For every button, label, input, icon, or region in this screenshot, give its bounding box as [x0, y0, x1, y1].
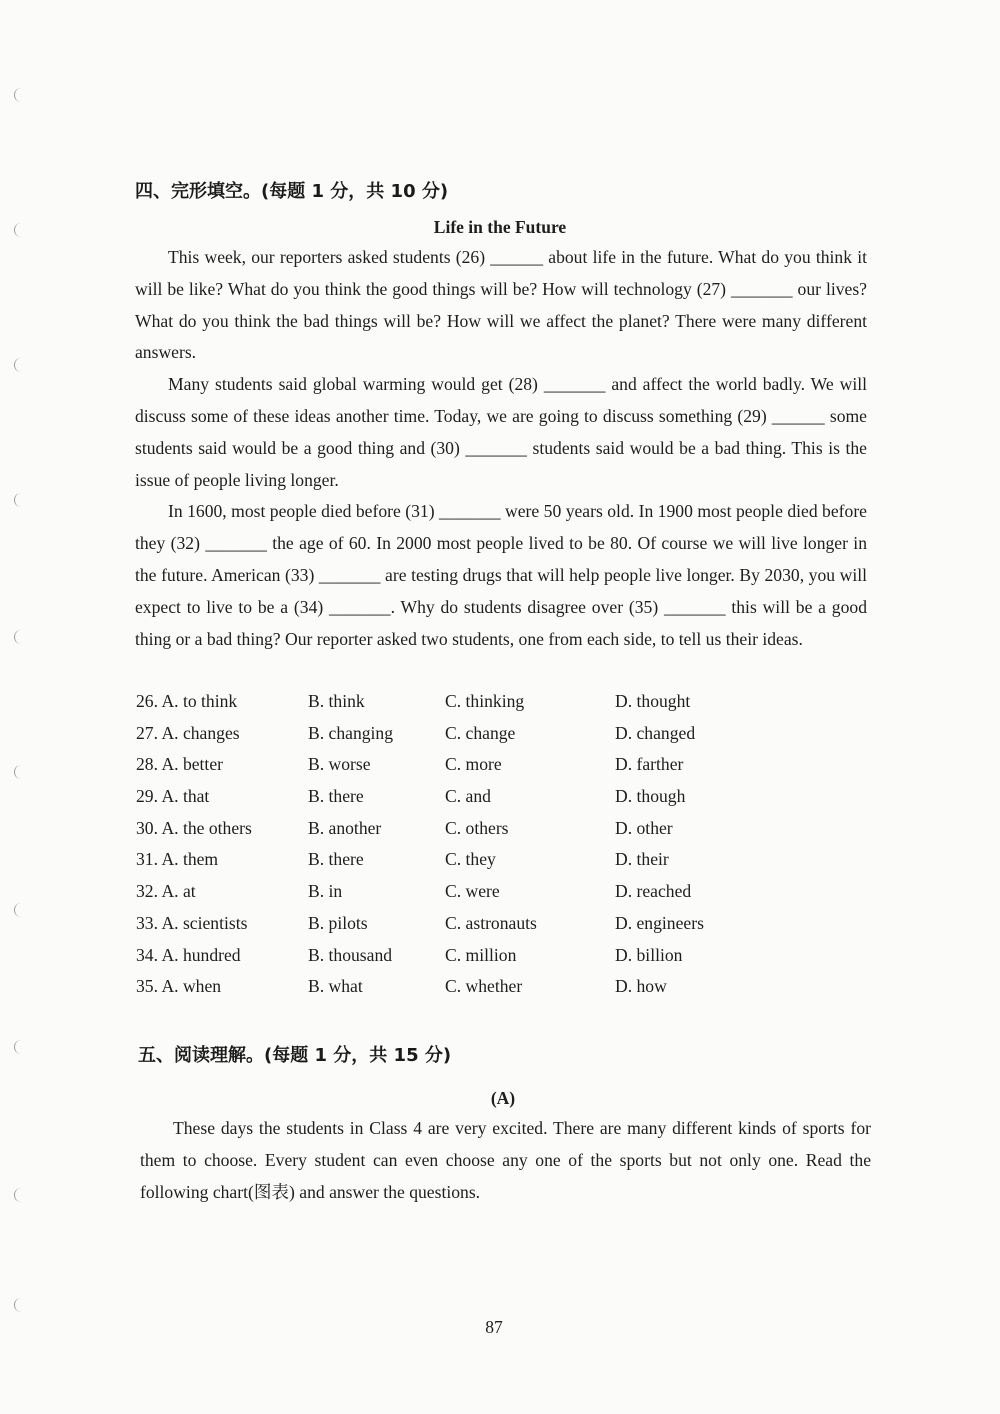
option-a [136, 908, 247, 940]
section-heading-cloze: 四、完形填空。(每题 1 分，共 10 分) [135, 181, 449, 202]
section-heading-reading: 五、阅读理解。(每题 1 分，共 15 分) [138, 1045, 452, 1066]
binding-mark [14, 1188, 21, 1202]
question-number: 33. [136, 912, 158, 933]
question-number: 32. [136, 881, 158, 902]
option-c: C. were [445, 881, 500, 902]
binding-mark [14, 493, 21, 507]
question-number: 34. [136, 944, 158, 965]
option-a-text: A. that [161, 786, 210, 807]
option-b: B. worse [308, 754, 371, 775]
option-b: B. pilots [308, 912, 368, 933]
option-a [136, 844, 218, 876]
option-c: C. others [445, 817, 509, 838]
option-b: B. thousand [308, 944, 393, 965]
option-a [136, 813, 252, 845]
answer-options-list [136, 686, 856, 1003]
option-a-text: A. to think [161, 691, 238, 711]
option-b: B. there [308, 849, 364, 870]
option-a-text: A. at [161, 881, 196, 902]
cloze-passage [135, 242, 867, 655]
option-row [136, 940, 856, 972]
option-d: D. how [615, 976, 667, 997]
option-row [136, 686, 856, 718]
binding-mark [14, 903, 21, 917]
part-label: (A) [490, 1088, 516, 1108]
option-row [136, 813, 856, 845]
passage-title: Life in the Future [433, 217, 567, 237]
option-row [136, 876, 856, 908]
option-row [136, 908, 856, 940]
binding-mark [14, 358, 21, 372]
option-d: D. changed [615, 722, 696, 743]
option-d: D. thought [615, 691, 691, 711]
option-d: D. billion [615, 944, 683, 965]
question-number: 26. [136, 691, 158, 711]
option-a-text: A. better [161, 754, 223, 775]
option-a [136, 718, 240, 750]
option-row [136, 718, 856, 750]
reading-paragraph: These days the students in Class 4 are very excited. There are many different kinds of sports for them to choose. Every student can even choose any one of the sports but not only one. Read the following chart(图表) and answer the questions. [140, 1118, 871, 1202]
option-d: D. farther [615, 754, 684, 775]
option-d: D. their [615, 849, 669, 870]
option-a-text: A. scientists [161, 912, 248, 933]
binding-mark [14, 765, 21, 779]
option-b: B. there [308, 786, 364, 807]
reading-intro [140, 1112, 871, 1208]
option-a [136, 971, 221, 1003]
option-b: B. in [308, 881, 343, 902]
passage-paragraph: Many students said global warming would get (28) _______ and affect the world badly. We will discuss some of these ideas another time. Today, we are going to discuss something (29) ______ some students said would be a good thing and (30) _______ students said would be a bad thing. This is the issue of people living longer. [135, 374, 867, 490]
option-c: C. and [445, 786, 491, 807]
option-a-text: A. the others [161, 817, 252, 838]
option-c: C. whether [445, 976, 523, 997]
option-b: B. changing [308, 722, 394, 743]
option-d: D. reached [615, 881, 692, 902]
option-a-text: A. hundred [161, 944, 241, 965]
question-number: 35. [136, 976, 158, 997]
option-d: D. though [615, 786, 686, 807]
passage-paragraph: This week, our reporters asked students (26) ______ about life in the future. What do you think it will be like? What do you think the good things will be? How will technology (27) _______ our lives? What do you think the bad things will be? How will we affect the planet? There were many different answers. [135, 247, 867, 363]
question-number: 29. [136, 786, 158, 807]
option-c: C. more [445, 754, 502, 775]
option-c: C. they [445, 849, 496, 870]
option-a-text: A. them [161, 849, 219, 870]
option-a [136, 876, 196, 908]
option-row [136, 749, 856, 781]
binding-mark [14, 88, 21, 102]
option-row [136, 971, 856, 1003]
option-a-text: A. changes [161, 722, 240, 743]
binding-mark [14, 630, 21, 644]
option-a [136, 749, 223, 781]
passage-paragraph: In 1600, most people died before (31) _______ were 50 years old. In 1900 most people died before they (32) _______ the age of 60. In 2000 most people lived to be 80. Of course we will live longer in the future. American (33) _______ are testing drugs that will help people live longer. By 2030, you will expect to live to be a (34) _______. Why do students disagree over (35) _______ this will be a good thing or a bad thing? Our reporter asked two students, one from each side, to tell us their ideas. [135, 501, 867, 649]
binding-mark [14, 1298, 21, 1312]
question-number: 28. [136, 754, 158, 775]
option-c: C. astronauts [445, 912, 537, 933]
option-b: B. think [308, 691, 365, 711]
question-number: 30. [136, 817, 158, 838]
question-number: 31. [136, 849, 158, 870]
option-c: C. thinking [445, 691, 525, 711]
option-a [136, 781, 209, 813]
option-b: B. another [308, 817, 382, 838]
option-d: D. engineers [615, 912, 704, 933]
binding-mark [14, 1040, 21, 1054]
option-c: C. change [445, 722, 516, 743]
option-c: C. million [445, 944, 517, 965]
option-row [136, 781, 856, 813]
option-a [136, 940, 241, 972]
option-a [136, 686, 237, 718]
option-d: D. other [615, 817, 673, 838]
option-b: B. what [308, 976, 363, 997]
question-number: 27. [136, 722, 158, 743]
option-row [136, 844, 856, 876]
page-number: 87 [485, 1317, 503, 1337]
option-a-text: A. when [161, 976, 222, 997]
